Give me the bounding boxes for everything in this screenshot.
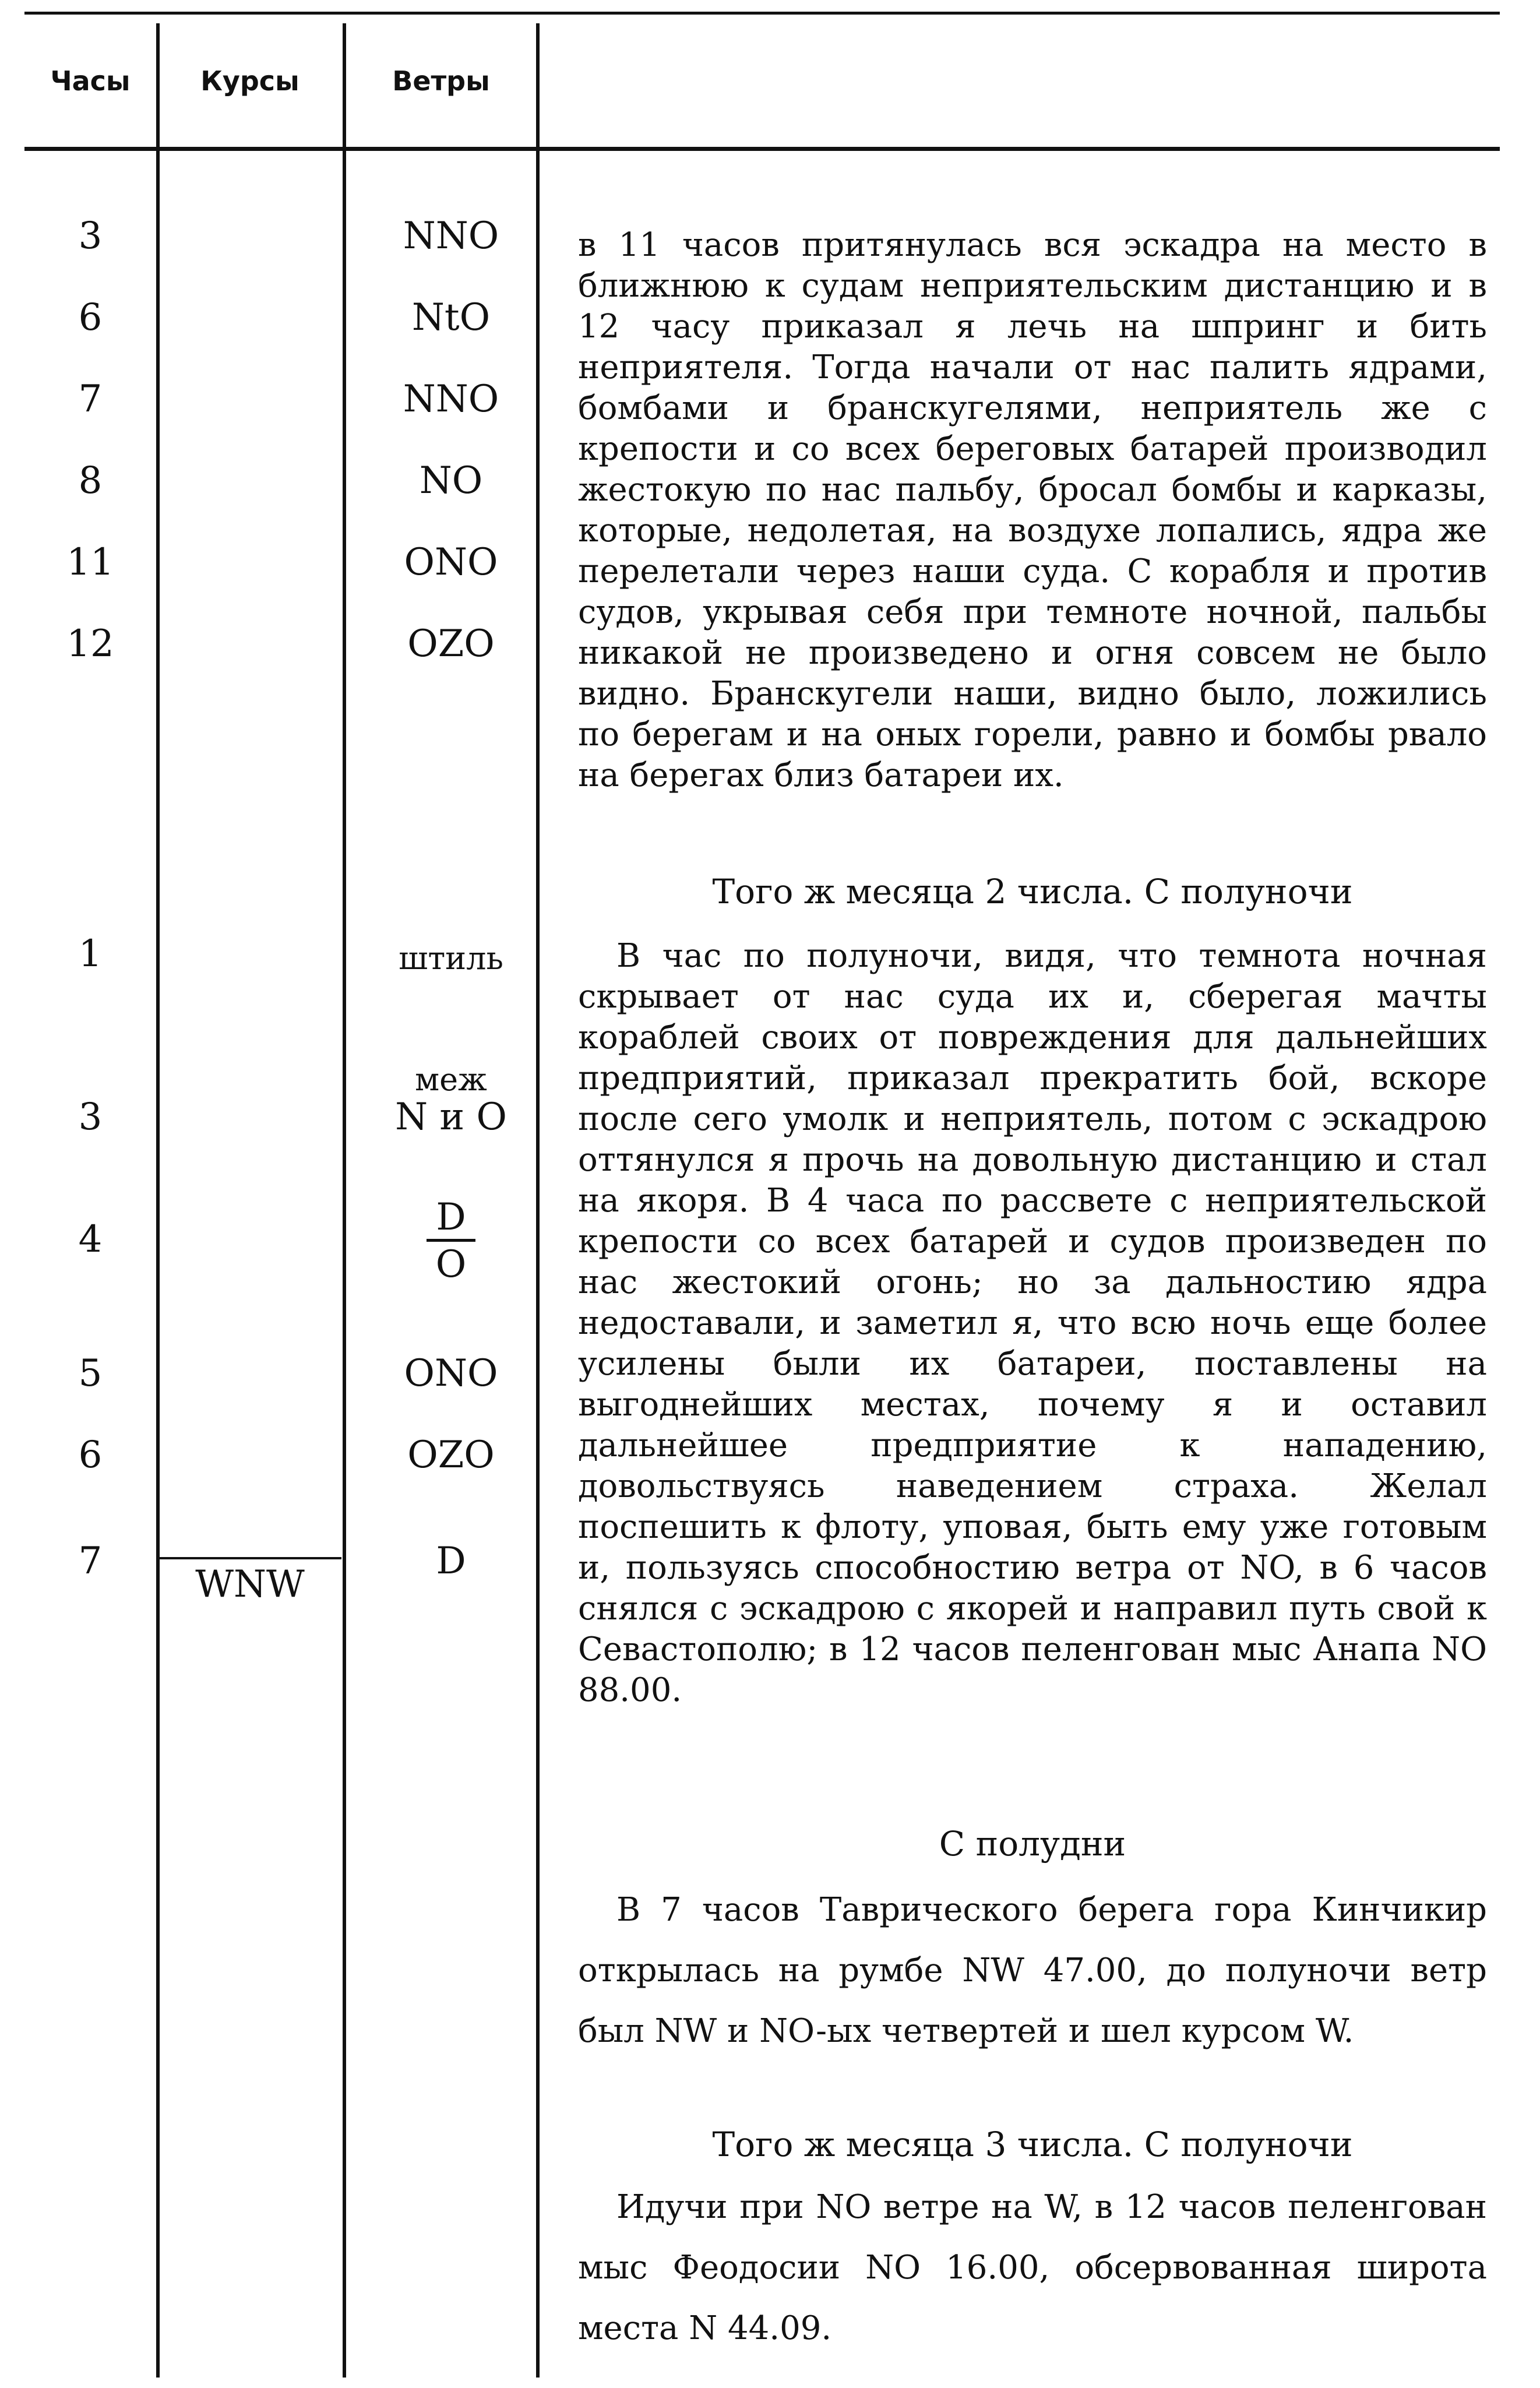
hour-cell: 7 [78,378,103,421]
wind-cell: ONO [404,541,498,584]
paragraph-1: в 11 часов притянулась вся эскадра на место в ближнюю к судам неприятельским дистанцию и в 12 часу приказал я лечь на шпринг и бить неприятеля. Тогда начали от нас палить ядрами, бомбами и бранскугелями, неприятель же с крепости и со всех береговых батарей производил жестокую по нас пальбу, бросал бомбы и карказы, которые, недолетая, на воздухе лопались, ядра же перелетали через наши суда. С корабля и против судов, укрывая себя при темноте ночной, пальбы никакой не произведено и огня совсем не было видно. Бранскугели наши, видно было, ложились по берегам и на оных горели, равно и бомбы рвало на берегах близ батареи их. [578,226,1487,794]
header-hours: Часы [50,65,131,97]
paragraph-3: В 7 часов Таврического берега гора Кинчикир открылась на румбе NW 47.00, до полуночи ветр был NW и NO-ых четвертей и шел курсом W. [578,1891,1487,2050]
hour-cell: 11 [66,541,114,584]
wind-cell: NO [419,459,483,502]
date-heading-1: Того ж месяца 2 числа. С полуночи [712,872,1353,911]
hour-cell: 6 [78,296,103,339]
paragraph-4: Идучи при NO ветре на W, в 12 часов пеленгован мыс Феодосии NO 16.00, обсервованная широта места N 44.09. [578,2188,1487,2347]
wind-cell: ONO [404,1352,498,1395]
wind-cell: штиль [399,940,503,977]
paragraph-2: В час по полуночи, видя, что темнота ночная скрывает от нас суда их и, сберегая мачты кораблей своих от повреждения для дальнейших предприятий, приказал прекратить бой, вскоре после сего умолк и неприятель, потом с эскадрою оттянулся я прочь на довольную дистанцию и стал на якоря. В 4 часа по рассвете с неприятельской крепости со всех батарей и судов произведен по нас жестокий огонь; но за дальностию ядра недоставали, и заметил я, что всю ночь еще более усилены были их батареи, поставлены на выгоднейших местах, почему я и оставил дальнейшее предприятие к нападению, довольствуясь наведением страха. Желал поспешить к флоту, уповая, быть ему уже готовым и, пользуясь способностию ветра от NO, в 6 часов снялся с эскадрою с якорей и направил путь свой к Севастополю; в 12 часов пеленгован мыс Анапа NO 88.00. [578,937,1487,1709]
column-divider-2 [343,23,346,2378]
hour-cell: 6 [78,1433,103,1477]
wind-cell-line2: N и O [395,1096,507,1139]
wind-cell: OZO [407,1433,495,1477]
wind-cell: NNO [403,378,499,421]
header-rule [24,147,1500,151]
top-rule [24,12,1500,15]
hour-cell: 3 [78,214,103,258]
column-divider-1 [156,23,160,2378]
header-winds: Ветры [392,65,490,97]
wind-fraction-bottom: O [435,1243,467,1286]
wind-fraction-top: D [427,1196,475,1242]
wind-fraction [358,1196,544,1287]
wind-cell: OZO [407,622,495,665]
header-courses: Курсы [200,65,299,97]
hour-cell: 7 [78,1540,103,1583]
wind-cell: D [436,1540,466,1583]
date-heading-2: С полудни [939,1824,1126,1864]
hour-cell: 4 [78,1218,103,1261]
course-line [158,1557,341,1559]
course-cell: WNW [195,1563,305,1606]
wind-cell-line1: меж [415,1061,487,1098]
hour-cell: 8 [78,459,103,502]
wind-cell: NtO [411,296,491,339]
hour-cell: 5 [78,1352,103,1395]
wind-cell: NNO [403,214,499,258]
hour-cell: 12 [66,622,114,665]
hour-cell: 3 [78,1096,103,1139]
hour-cell: 1 [78,932,103,975]
date-heading-3: Того ж месяца 3 числа. С полуночи [712,2125,1353,2164]
